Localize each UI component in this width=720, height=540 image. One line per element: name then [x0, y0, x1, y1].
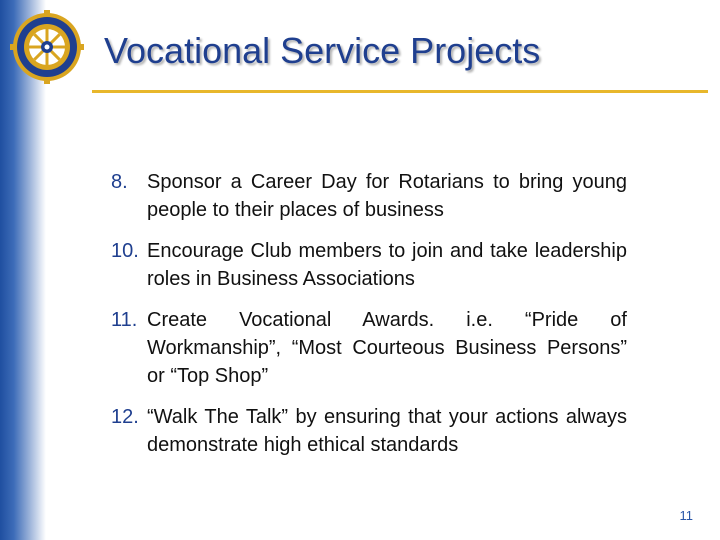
item-number: 10. [111, 240, 139, 262]
item-text: Encourage Club members to join and take leadership roles in Business Associations [147, 240, 627, 290]
item-number: 12. [111, 406, 139, 428]
page-number: 11 [679, 508, 693, 523]
title-underline [92, 90, 708, 93]
rotary-wheel-icon [10, 10, 84, 84]
list-item [111, 306, 627, 390]
list-item [111, 168, 627, 224]
slide-title: Vocational Service Projects [104, 30, 541, 71]
project-list [111, 168, 627, 472]
item-number: 11. [111, 309, 138, 331]
list-item [111, 237, 627, 293]
list-item [111, 403, 627, 459]
item-text: Sponsor a Career Day for Rotarians to bring young people to their places of business [147, 171, 627, 221]
item-text: “Walk The Talk” by ensuring that your actions always demonstrate high ethical standards [147, 406, 627, 456]
item-number: 8. [111, 171, 128, 193]
item-text: Create Vocational Awards. i.e. “Pride of Workmanship”, “Most Courteous Business Persons” or “Top Shop” [147, 309, 627, 387]
